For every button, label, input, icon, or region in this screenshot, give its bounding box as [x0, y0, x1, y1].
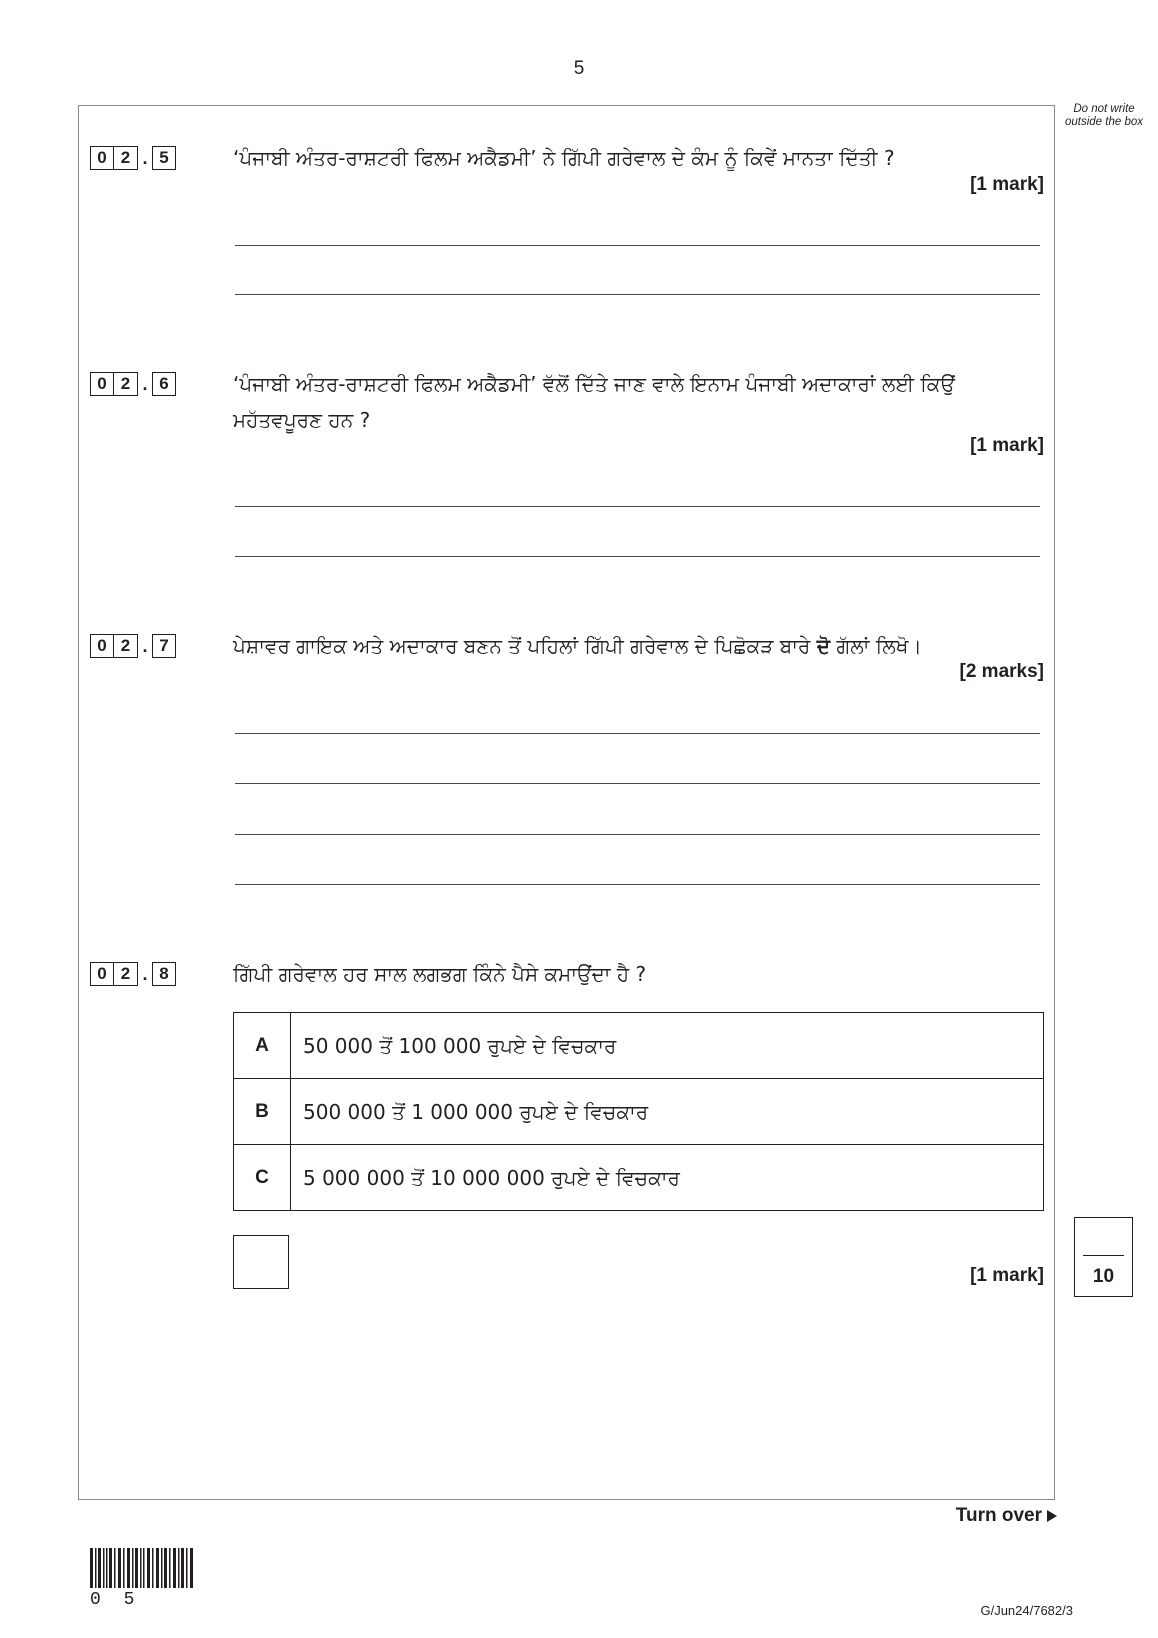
question-text-part: ਪੇਸ਼ਾਵਰ ਗਾਇਕ ਅਤੇ ਅਦਾਕਾਰ ਬਣਨ ਤੋਂ ਪਹਿਲਾਂ ਗਿੱਪੀ ਗਰੇਵਾਲ ਦੇ ਪਿਛੋਕੜ ਬਾਰੇ — [233, 634, 811, 658]
question-number-digit: 7 — [152, 634, 176, 658]
question-number-digit: 6 — [152, 372, 176, 396]
question-text-emphasis: ਦੋ — [816, 634, 830, 658]
question-text-02-5: ‘ਪੰਜਾਬੀ ਅੰਤਰ-ਰਾਸ਼ਟਰੀ ਫਿਲਮ ਅਕੈਡਮੀ’ ਨੇ ਗਿੱਪੀ ਗਰੇਵਾਲ ਦੇ ਕੰਮ ਨੂੰ ਕਿਵੇਂ ਮਾਨਤਾ ਦਿੱਤੀ ? — [233, 146, 895, 170]
marks-02-8: [1 mark] — [970, 1265, 1044, 1286]
question-number-02-6 — [90, 372, 176, 396]
question-number-digit: 0 — [90, 962, 114, 986]
option-text: 5 000 000 ਤੋਂ 10 000 000 ਰੁਪਏ ਦੇ ਵਿਚਕਾਰ — [291, 1145, 1044, 1211]
score-box-rule — [1083, 1255, 1124, 1256]
turn-over-label — [956, 1505, 1057, 1527]
marks-02-6: [1 mark] — [970, 435, 1044, 456]
question-number-digit: 5 — [152, 146, 176, 170]
option-row-c[interactable] — [234, 1145, 1044, 1211]
answer-line[interactable] — [235, 783, 1040, 784]
question-number-digit: 0 — [90, 372, 114, 396]
option-letter: A — [234, 1013, 291, 1079]
question-number-digit: 0 — [90, 634, 114, 658]
question-number-dot: . — [142, 636, 148, 656]
option-text: 50 000 ਤੋਂ 100 000 ਰੁਪਏ ਦੇ ਵਿਚਕਾਰ — [291, 1013, 1044, 1079]
question-text-02-6: ‘ਪੰਜਾਬੀ ਅੰਤਰ-ਰਾਸ਼ਟਰੀ ਫਿਲਮ ਅਕੈਡਮੀ’ ਵੱਲੋਂ ਦਿੱਤੇ ਜਾਣ ਵਾਲੇ ਇਨਾਮ ਪੰਜਾਬੀ ਅਦਾਕਾਰਾਂ ਲਈ ਕਿਉਂ ਮਹੱਤਵਪੂਰਣ ਹਨ ? — [233, 372, 955, 432]
options-table — [233, 1012, 1044, 1211]
question-number-dot: . — [142, 964, 148, 984]
turn-over-text: Turn over — [955, 1505, 1042, 1526]
page-number: 5 — [573, 58, 585, 79]
marks-02-7: [2 marks] — [959, 661, 1044, 682]
option-letter: B — [234, 1079, 291, 1145]
option-text: 500 000 ਤੋਂ 1 000 000 ਰੁਪਏ ਦੇ ਵਿਚਕਾਰ — [291, 1079, 1044, 1145]
barcode-number: 0 5 — [90, 1590, 141, 1610]
question-text-02-8: ਗਿੱਪੀ ਗਰੇਵਾਲ ਹਰ ਸਾਲ ਲਗਭਗ ਕਿੰਨੇ ਪੈਸੇ ਕਮਾਉਂਦਾ ਹੈ ? — [233, 962, 647, 986]
question-number-digit: 2 — [114, 962, 138, 986]
answer-line[interactable] — [235, 506, 1040, 507]
option-row-a[interactable] — [234, 1013, 1044, 1079]
score-box — [1074, 1217, 1133, 1297]
option-row-b[interactable] — [234, 1079, 1044, 1145]
answer-line[interactable] — [235, 834, 1040, 835]
question-text-part: ਗੱਲਾਂ ਲਿਖੋ। — [836, 634, 922, 658]
barcode-icon — [90, 1548, 194, 1588]
question-number-02-7 — [90, 634, 176, 658]
question-number-digit: 2 — [114, 634, 138, 658]
answer-line[interactable] — [235, 294, 1040, 295]
question-number-02-5 — [90, 146, 176, 170]
play-arrow-icon — [1047, 1510, 1057, 1522]
question-text-02-7 — [233, 628, 1053, 664]
answer-area-border — [78, 105, 1055, 1500]
question-number-digit: 2 — [114, 146, 138, 170]
option-letter: C — [234, 1145, 291, 1211]
paper-reference: G/Jun24/7682/3 — [980, 1603, 1073, 1618]
question-number-digit: 0 — [90, 146, 114, 170]
score-box-total: 10 — [1092, 1266, 1115, 1287]
question-number-digit: 2 — [114, 372, 138, 396]
margin-note: Do not write outside the box — [1064, 103, 1143, 128]
answer-line[interactable] — [235, 733, 1040, 734]
answer-line[interactable] — [235, 884, 1040, 885]
question-number-digit: 8 — [152, 962, 176, 986]
answer-line[interactable] — [235, 556, 1040, 557]
answer-line[interactable] — [235, 245, 1040, 246]
question-number-dot: . — [142, 374, 148, 394]
question-number-02-8 — [90, 962, 176, 986]
marks-02-5: [1 mark] — [970, 174, 1044, 195]
answer-letter-box[interactable] — [233, 1235, 289, 1289]
question-number-dot: . — [142, 148, 148, 168]
